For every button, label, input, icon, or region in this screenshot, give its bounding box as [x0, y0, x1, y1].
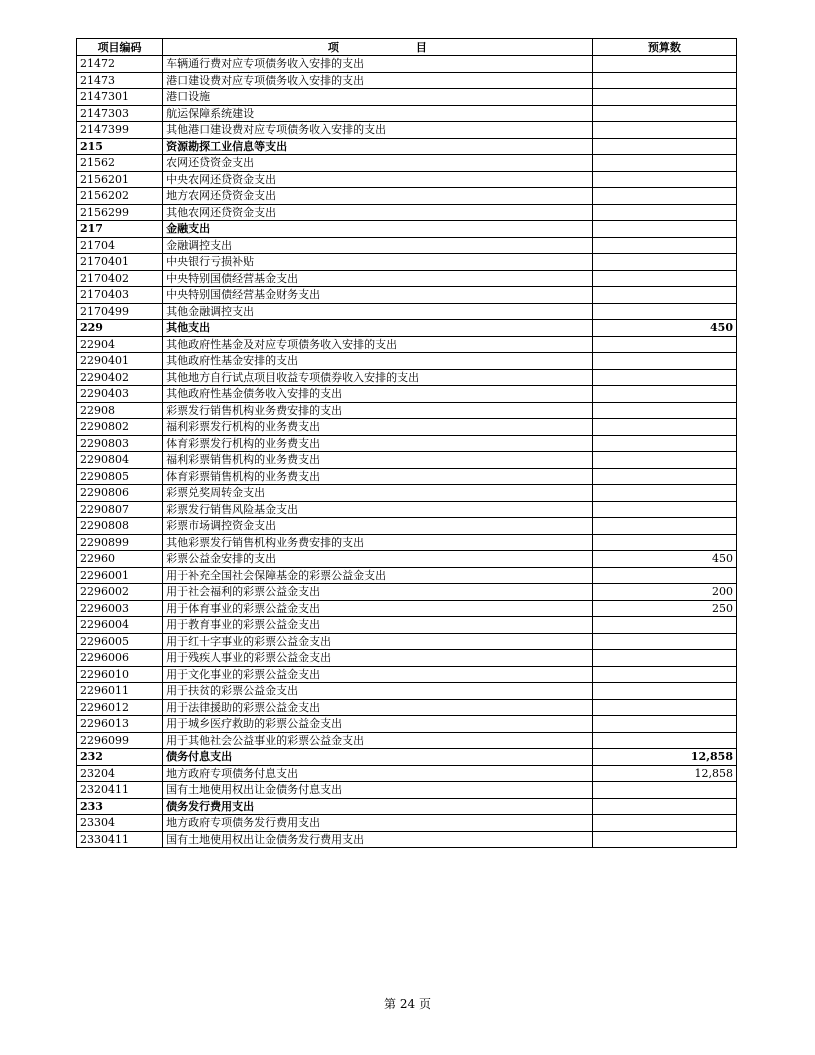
amount-cell	[592, 287, 736, 304]
amount-cell: 12,858	[592, 749, 736, 766]
code-cell: 233	[77, 798, 163, 815]
code-cell: 2290805	[77, 468, 163, 485]
item-cell: 用于教育事业的彩票公益金支出	[163, 617, 593, 634]
item-cell: 车辆通行费对应专项债务收入安排的支出	[163, 56, 593, 73]
table-row	[77, 270, 737, 287]
amount-cell	[592, 452, 736, 469]
item-cell: 体育彩票销售机构的业务费支出	[163, 468, 593, 485]
amount-cell	[592, 782, 736, 799]
item-cell: 国有土地使用权出让金债务发行费用支出	[163, 831, 593, 848]
table-row	[77, 617, 737, 634]
code-cell: 22908	[77, 402, 163, 419]
code-cell: 2320411	[77, 782, 163, 799]
code-cell: 2296006	[77, 650, 163, 667]
table-row	[77, 468, 737, 485]
table-row	[77, 254, 737, 271]
amount-cell	[592, 650, 736, 667]
amount-cell	[592, 666, 736, 683]
code-cell: 2296010	[77, 666, 163, 683]
code-cell: 2170402	[77, 270, 163, 287]
code-cell: 2290803	[77, 435, 163, 452]
code-cell: 2330411	[77, 831, 163, 848]
table-row	[77, 765, 737, 782]
item-cell: 资源勘探工业信息等支出	[163, 138, 593, 155]
amount-cell	[592, 336, 736, 353]
page-number: 第 24 页	[384, 997, 431, 1011]
table-row	[77, 204, 737, 221]
item-cell: 用于法律援助的彩票公益金支出	[163, 699, 593, 716]
code-cell: 2296005	[77, 633, 163, 650]
code-cell: 2170499	[77, 303, 163, 320]
item-cell: 用于残疾人事业的彩票公益金支出	[163, 650, 593, 667]
code-cell: 23204	[77, 765, 163, 782]
code-cell: 2290802	[77, 419, 163, 436]
item-cell: 其他港口建设费对应专项债务收入安排的支出	[163, 122, 593, 139]
amount-cell	[592, 633, 736, 650]
amount-cell	[592, 254, 736, 271]
amount-cell	[592, 171, 736, 188]
code-cell: 2296003	[77, 600, 163, 617]
item-cell: 地方政府专项债务付息支出	[163, 765, 593, 782]
amount-cell: 450	[592, 320, 736, 337]
table-row	[77, 336, 737, 353]
item-cell: 中央农网还贷资金支出	[163, 171, 593, 188]
amount-cell	[592, 683, 736, 700]
code-cell: 2290807	[77, 501, 163, 518]
item-cell: 其他支出	[163, 320, 593, 337]
item-cell: 福利彩票发行机构的业务费支出	[163, 419, 593, 436]
item-cell: 彩票兑奖周转金支出	[163, 485, 593, 502]
amount-cell	[592, 699, 736, 716]
code-cell: 2290401	[77, 353, 163, 370]
item-cell: 其他金融调控支出	[163, 303, 593, 320]
amount-cell	[592, 105, 736, 122]
item-cell: 用于红十字事业的彩票公益金支出	[163, 633, 593, 650]
item-cell: 用于文化事业的彩票公益金支出	[163, 666, 593, 683]
amount-cell	[592, 188, 736, 205]
table-row	[77, 666, 737, 683]
amount-cell	[592, 221, 736, 238]
table-row	[77, 650, 737, 667]
code-cell: 2290804	[77, 452, 163, 469]
item-cell: 债务发行费用支出	[163, 798, 593, 815]
code-cell: 2170403	[77, 287, 163, 304]
code-cell: 2170401	[77, 254, 163, 271]
amount-cell: 450	[592, 551, 736, 568]
table-row	[77, 485, 737, 502]
amount-cell	[592, 402, 736, 419]
item-cell: 中央特别国债经营基金财务支出	[163, 287, 593, 304]
amount-cell	[592, 831, 736, 848]
amount-cell	[592, 798, 736, 815]
code-cell: 2290403	[77, 386, 163, 403]
amount-cell	[592, 369, 736, 386]
table-body	[77, 56, 737, 848]
table-row	[77, 567, 737, 584]
table-row	[77, 600, 737, 617]
header-code: 项目编码	[77, 39, 163, 56]
table-row	[77, 122, 737, 139]
amount-cell	[592, 617, 736, 634]
amount-cell	[592, 237, 736, 254]
item-cell: 其他政府性基金债务收入安排的支出	[163, 386, 593, 403]
code-cell: 2147301	[77, 89, 163, 106]
amount-cell	[592, 386, 736, 403]
item-cell: 金融调控支出	[163, 237, 593, 254]
item-cell: 中央特别国债经营基金支出	[163, 270, 593, 287]
amount-cell	[592, 468, 736, 485]
amount-cell	[592, 435, 736, 452]
table-row	[77, 386, 737, 403]
amount-cell	[592, 353, 736, 370]
code-cell: 2290899	[77, 534, 163, 551]
code-cell: 2296002	[77, 584, 163, 601]
table-row	[77, 683, 737, 700]
table-header-row	[77, 39, 737, 56]
amount-cell	[592, 419, 736, 436]
table-row	[77, 815, 737, 832]
amount-cell	[592, 567, 736, 584]
table-row	[77, 353, 737, 370]
table-row	[77, 320, 737, 337]
item-cell: 彩票发行销售机构业务费安排的支出	[163, 402, 593, 419]
table-row	[77, 584, 737, 601]
code-cell: 2147399	[77, 122, 163, 139]
table-row	[77, 155, 737, 172]
code-cell: 232	[77, 749, 163, 766]
item-cell: 其他政府性基金安排的支出	[163, 353, 593, 370]
item-cell: 其他农网还贷资金支出	[163, 204, 593, 221]
item-cell: 其他政府性基金及对应专项债务收入安排的支出	[163, 336, 593, 353]
table-row	[77, 831, 737, 848]
item-cell: 用于其他社会公益事业的彩票公益金支出	[163, 732, 593, 749]
amount-cell	[592, 122, 736, 139]
table-row	[77, 56, 737, 73]
amount-cell	[592, 204, 736, 221]
table-row	[77, 452, 737, 469]
table-row	[77, 501, 737, 518]
code-cell: 22904	[77, 336, 163, 353]
item-cell: 彩票市场调控资金支出	[163, 518, 593, 535]
table-row	[77, 749, 737, 766]
table-row	[77, 402, 737, 419]
code-cell: 2290808	[77, 518, 163, 535]
code-cell: 2296099	[77, 732, 163, 749]
amount-cell: 250	[592, 600, 736, 617]
code-cell: 2290402	[77, 369, 163, 386]
item-cell: 用于体育事业的彩票公益金支出	[163, 600, 593, 617]
table-row	[77, 633, 737, 650]
budget-table	[76, 38, 737, 848]
amount-cell	[592, 534, 736, 551]
code-cell: 2147303	[77, 105, 163, 122]
item-cell: 港口建设费对应专项债务收入安排的支出	[163, 72, 593, 89]
item-cell: 金融支出	[163, 221, 593, 238]
amount-cell	[592, 716, 736, 733]
amount-cell	[592, 303, 736, 320]
code-cell: 2296013	[77, 716, 163, 733]
amount-cell	[592, 270, 736, 287]
header-amount: 预算数	[592, 39, 736, 56]
item-cell: 用于城乡医疗救助的彩票公益金支出	[163, 716, 593, 733]
item-cell: 用于社会福利的彩票公益金支出	[163, 584, 593, 601]
code-cell: 2296012	[77, 699, 163, 716]
table-row	[77, 419, 737, 436]
table-row	[77, 105, 737, 122]
table-row	[77, 221, 737, 238]
table-row	[77, 72, 737, 89]
table-row	[77, 369, 737, 386]
amount-cell	[592, 155, 736, 172]
item-cell: 航运保障系统建设	[163, 105, 593, 122]
amount-cell	[592, 732, 736, 749]
table-row	[77, 237, 737, 254]
item-cell: 债务付息支出	[163, 749, 593, 766]
item-cell: 其他彩票发行销售机构业务费安排的支出	[163, 534, 593, 551]
code-cell: 215	[77, 138, 163, 155]
item-cell: 彩票公益金安排的支出	[163, 551, 593, 568]
code-cell: 21704	[77, 237, 163, 254]
amount-cell	[592, 72, 736, 89]
code-cell: 2296004	[77, 617, 163, 634]
table-row	[77, 551, 737, 568]
item-cell: 地方农网还贷资金支出	[163, 188, 593, 205]
amount-cell	[592, 501, 736, 518]
code-cell: 21472	[77, 56, 163, 73]
table-row	[77, 171, 737, 188]
item-cell: 地方政府专项债务发行费用支出	[163, 815, 593, 832]
item-cell: 福利彩票销售机构的业务费支出	[163, 452, 593, 469]
code-cell: 22960	[77, 551, 163, 568]
table-row	[77, 534, 737, 551]
table-row	[77, 89, 737, 106]
table-row	[77, 732, 737, 749]
amount-cell: 12,858	[592, 765, 736, 782]
table-row	[77, 138, 737, 155]
code-cell: 2296011	[77, 683, 163, 700]
header-item: 项 目	[163, 39, 593, 56]
item-cell: 用于扶贫的彩票公益金支出	[163, 683, 593, 700]
table-row	[77, 303, 737, 320]
code-cell: 2156202	[77, 188, 163, 205]
code-cell: 2296001	[77, 567, 163, 584]
amount-cell	[592, 518, 736, 535]
table-row	[77, 699, 737, 716]
table-row	[77, 188, 737, 205]
table-row	[77, 518, 737, 535]
amount-cell	[592, 815, 736, 832]
amount-cell: 200	[592, 584, 736, 601]
item-cell: 用于补充全国社会保障基金的彩票公益金支出	[163, 567, 593, 584]
item-cell: 国有土地使用权出让金债务付息支出	[163, 782, 593, 799]
table-row	[77, 287, 737, 304]
amount-cell	[592, 56, 736, 73]
item-cell: 彩票发行销售风险基金支出	[163, 501, 593, 518]
code-cell: 2290806	[77, 485, 163, 502]
amount-cell	[592, 89, 736, 106]
table-row	[77, 782, 737, 799]
table-row	[77, 798, 737, 815]
code-cell: 23304	[77, 815, 163, 832]
code-cell: 21473	[77, 72, 163, 89]
item-cell: 中央银行亏损补贴	[163, 254, 593, 271]
code-cell: 21562	[77, 155, 163, 172]
item-cell: 农网还贷资金支出	[163, 155, 593, 172]
item-cell: 其他地方自行试点项目收益专项债券收入安排的支出	[163, 369, 593, 386]
table-row	[77, 435, 737, 452]
code-cell: 229	[77, 320, 163, 337]
amount-cell	[592, 485, 736, 502]
table-row	[77, 716, 737, 733]
code-cell: 2156201	[77, 171, 163, 188]
item-cell: 港口设施	[163, 89, 593, 106]
code-cell: 2156299	[77, 204, 163, 221]
code-cell: 217	[77, 221, 163, 238]
amount-cell	[592, 138, 736, 155]
item-cell: 体育彩票发行机构的业务费支出	[163, 435, 593, 452]
